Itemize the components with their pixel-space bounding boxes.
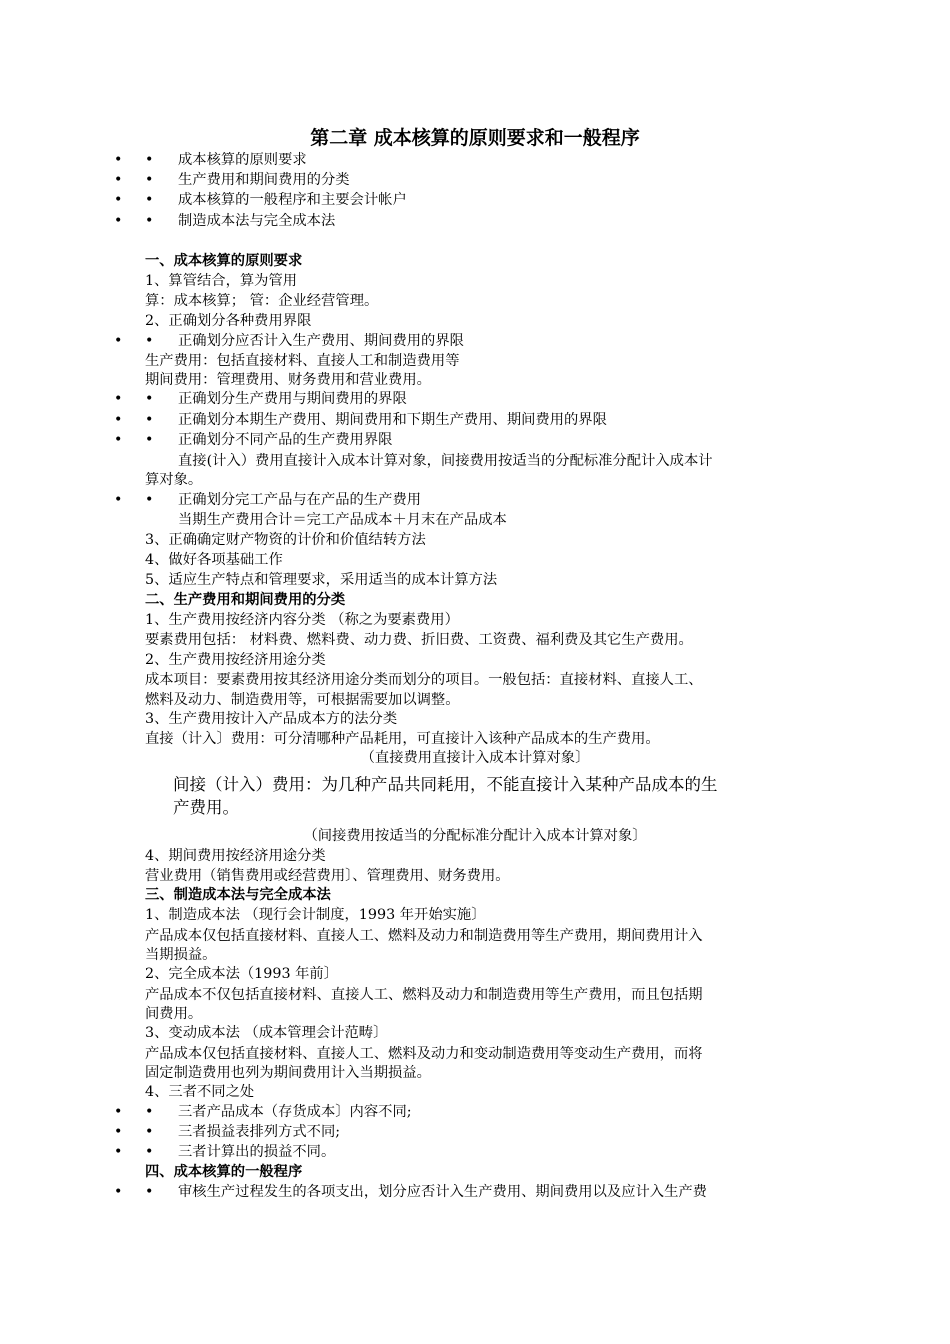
section-heading: 三、制造成本法与完全成本法	[145, 887, 331, 903]
bullet-text: 正确划分应否计入生产费用、期间费用的界限	[178, 333, 464, 349]
bullet-icon: •	[145, 432, 154, 448]
toc-item-text: 成本核算的原则要求	[178, 152, 307, 168]
paragraph-line: 算：成本核算； 管：企业经营管理。	[145, 293, 379, 309]
paragraph-line: 产品成本仅包括直接材料、直接人工、燃料及动力和制造费用等生产费用，期间费用计入	[145, 928, 703, 944]
bullet-icon: •	[114, 1144, 123, 1160]
bullet-text: 正确划分完工产品与在产品的生产费用	[178, 492, 422, 508]
bullet-icon: •	[145, 492, 154, 508]
bullet-text: 三者产品成本（存货成本〕内容不同;	[178, 1104, 412, 1120]
paragraph-line: （间接费用按适当的分配标准分配计入成本计算对象〕	[303, 828, 647, 844]
paragraph-line: 燃料及动力、制造费用等，可根据需要加以调整。	[145, 692, 460, 708]
bullet-icon: •	[114, 412, 123, 428]
bullet-icon: •	[114, 391, 123, 407]
bullet-icon: •	[145, 391, 154, 407]
paragraph-line: 4、做好各项基础工作	[145, 552, 283, 568]
paragraph-line: 产品成本不仅包括直接材料、直接人工、燃料及动力和制造费用等生产费用，而且包括期	[145, 987, 703, 1003]
bullet-icon: •	[114, 192, 123, 208]
bullet-text: 审核生产过程发生的各项支出，划分应否计入生产费用、期间费用以及应计入生产费	[178, 1184, 707, 1200]
paragraph-line: 3、正确确定财产物资的计价和价值结转方法	[145, 532, 426, 548]
paragraph-line: 成本项目：要素费用按其经济用途分类而划分的项目。一般包括：直接材料、直接人工、	[145, 672, 703, 688]
bullet-icon: •	[145, 172, 154, 188]
paragraph-line: 算对象。	[145, 472, 203, 488]
bullet-icon: •	[145, 192, 154, 208]
bullet-icon: •	[145, 1144, 154, 1160]
bullet-icon: •	[145, 333, 154, 349]
bullet-icon: •	[145, 1124, 154, 1140]
paragraph-line: 4、期间费用按经济用途分类	[145, 848, 326, 864]
bullet-text: 三者损益表排列方式不同;	[178, 1124, 341, 1140]
bullet-icon: •	[114, 213, 123, 229]
bullet-icon: •	[114, 1124, 123, 1140]
bullet-text: 正确划分本期生产费用、期间费用和下期生产费用、期间费用的界限	[178, 412, 607, 428]
paragraph-line: 2、生产费用按经济用途分类	[145, 652, 326, 668]
paragraph-line: 2、完全成本法（1993 年前〕	[145, 966, 338, 982]
paragraph-line: 3、生产费用按计入产品成本方的法分类	[145, 711, 398, 727]
bullet-icon: •	[114, 1104, 123, 1120]
toc-item-text: 制造成本法与完全成本法	[178, 213, 336, 229]
bullet-icon: •	[114, 1184, 123, 1200]
paragraph-line: 固定制造费用也列为期间费用计入当期损益。	[145, 1065, 431, 1081]
paragraph-line: 当期损益。	[145, 947, 217, 963]
paragraph-line: 营业费用（销售费用或经营费用〕、管理费用、财务费用。	[145, 868, 510, 884]
paragraph-line: （直接费用直接计入成本计算对象〕	[360, 750, 590, 766]
bullet-icon: •	[114, 333, 123, 349]
paragraph-line: 产品成本仅包括直接材料、直接人工、燃料及动力和变动制造费用等变动生产费用，而将	[145, 1046, 703, 1062]
bullet-icon: •	[145, 152, 154, 168]
bullet-text: 三者计算出的损益不同。	[178, 1144, 336, 1160]
paragraph-line: 间费用。	[145, 1006, 203, 1022]
paragraph-line: 直接（计入〕费用：可分清哪种产品耗用，可直接计入该种产品成本的生产费用。	[145, 731, 660, 747]
chapter-title: 第二章 成本核算的原则要求和一般程序	[310, 127, 640, 149]
toc-item-text: 生产费用和期间费用的分类	[178, 172, 350, 188]
bullet-icon: •	[114, 492, 123, 508]
paragraph-line: 1、制造成本法 （现行会计制度，1993 年开始实施〕	[145, 907, 486, 923]
bullet-icon: •	[145, 213, 154, 229]
bullet-icon: •	[114, 432, 123, 448]
paragraph-line-large: 间接（计入）费用：为几种产品共同耗用，不能直接计入某种产品成本的生	[173, 775, 718, 794]
bullet-icon: •	[114, 152, 123, 168]
section-heading: 一、成本核算的原则要求	[145, 253, 303, 269]
paragraph-line: 2、正确划分各种费用界限	[145, 313, 312, 329]
paragraph-line: 1、生产费用按经济内容分类 （称之为要素费用）	[145, 612, 459, 628]
bullet-text: 正确划分生产费用与期间费用的界限	[178, 391, 407, 407]
bullet-icon: •	[114, 172, 123, 188]
section-heading: 四、成本核算的一般程序	[145, 1164, 303, 1180]
section-heading: 二、生产费用和期间费用的分类	[145, 592, 346, 608]
formula-line: 当期生产费用合计＝完工产品成本＋月末在产品成本	[178, 512, 507, 528]
paragraph-line: 1、算管结合，算为管用	[145, 273, 298, 289]
paragraph-line-large: 产费用。	[173, 798, 239, 817]
paragraph-line: 4、三者不同之处	[145, 1084, 255, 1100]
paragraph-line: 5、适应生产特点和管理要求，采用适当的成本计算方法	[145, 572, 498, 588]
paragraph-line: 生产费用：包括直接材料、直接人工和制造费用等	[145, 353, 460, 369]
paragraph-line: 要素费用包括： 材料费、燃料费、动力费、折旧费、工资费、福利费及其它生产费用。	[145, 632, 693, 648]
paragraph-line: 期间费用：管理费用、财务费用和营业费用。	[145, 372, 431, 388]
bullet-icon: •	[145, 1104, 154, 1120]
bullet-icon: •	[145, 412, 154, 428]
paragraph-line: 直接(计入）费用直接计入成本计算对象，间接费用按适当的分配标准分配计入成本计	[178, 453, 713, 469]
bullet-icon: •	[145, 1184, 154, 1200]
paragraph-line: 3、变动成本法 （成本管理会计范畴〕	[145, 1025, 388, 1041]
bullet-text: 正确划分不同产品的生产费用界限	[178, 432, 393, 448]
toc-item-text: 成本核算的一般程序和主要会计帐户	[178, 192, 407, 208]
